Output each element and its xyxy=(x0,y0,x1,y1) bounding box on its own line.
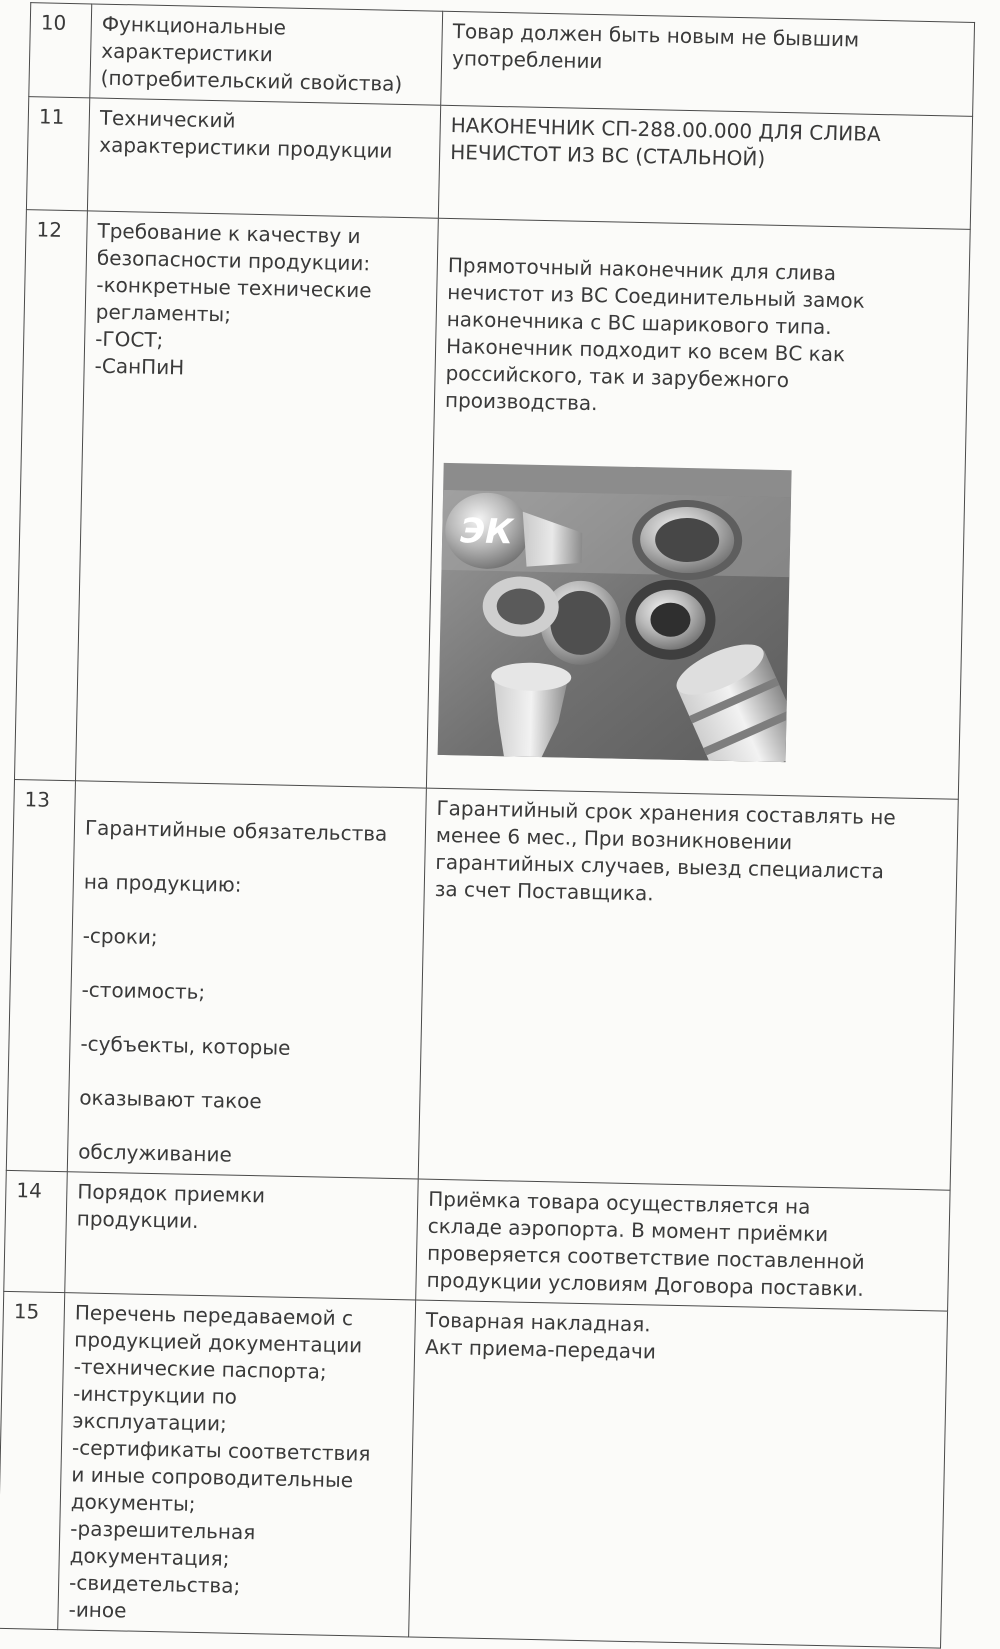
row-number: 11 xyxy=(26,97,89,211)
row-value-with-photo xyxy=(426,218,970,799)
row-label: Порядок приемки продукции. xyxy=(65,1172,418,1300)
row-label xyxy=(67,781,426,1179)
table-row xyxy=(14,210,970,800)
row-label: Перечень передаваемой с продукцией документации -технические паспорта; -инструкции по эксплуатации; -сертификаты соответствия и иные сопроводительные документы; -разрешительная документация; -свидетельства; -иное xyxy=(58,1293,416,1637)
row-value: Прямоточный наконечник для слива нечистот из ВС Соединительный замок наконечника с ВС шарикового типа. Наконечник подходит ко всем ВС как российского, так и зарубежного производства. xyxy=(444,252,866,416)
row-number: 14 xyxy=(4,1170,68,1292)
row-value: Приёмка товара осуществляется на складе аэропорта. В момент приёмки проверяется соответствие поставленной продукции условиям Договора поставки. xyxy=(416,1179,950,1311)
row-label: Технический характеристики продукции xyxy=(87,98,440,218)
row-value: НАКОНЕЧНИК СП-288.00.000 ДЛЯ СЛИВА НЕЧИСТОТ ИЗ ВС (СТАЛЬНОЙ) xyxy=(438,105,972,229)
table-row xyxy=(6,779,958,1190)
row-label: Требование к качеству и безопасности продукции: -конкретные технические регламенты; -ГОСТ; -СанПиН xyxy=(75,211,438,788)
specification-table xyxy=(0,2,975,1648)
label-line: на продукцию: xyxy=(83,869,242,897)
table-row xyxy=(26,97,972,230)
table-row xyxy=(0,1291,948,1648)
label-line: -стоимость; xyxy=(81,977,206,1005)
product-photo xyxy=(438,463,792,762)
row-number: 12 xyxy=(14,210,87,781)
label-line: оказывают такое xyxy=(79,1085,262,1114)
steel-nozzle-parts-photo xyxy=(438,490,791,762)
row-value: Гарантийный срок хранения составлять не менее 6 мес., При возникновении гарантийных случаев, выезд специалиста за счет Поставщика. xyxy=(418,788,958,1190)
row-label: Функциональные характеристики (потребительский свойства) xyxy=(90,4,443,105)
logo-mark: ЭК xyxy=(459,511,514,553)
label-line: обслуживание xyxy=(77,1139,233,1167)
row-value: Товарная накладная. Акт приема-передачи xyxy=(409,1300,948,1648)
label-line: Гарантийные обязательства xyxy=(84,815,388,846)
label-line: -сроки; xyxy=(82,923,158,950)
row-number: 13 xyxy=(6,779,75,1171)
row-number: 15 xyxy=(0,1291,65,1629)
row-number: 10 xyxy=(29,3,92,98)
label-line: -субъекты, которые xyxy=(80,1031,291,1060)
row-value: Товар должен быть новым не бывшим употреблении xyxy=(441,11,975,116)
table-row xyxy=(4,1170,950,1311)
